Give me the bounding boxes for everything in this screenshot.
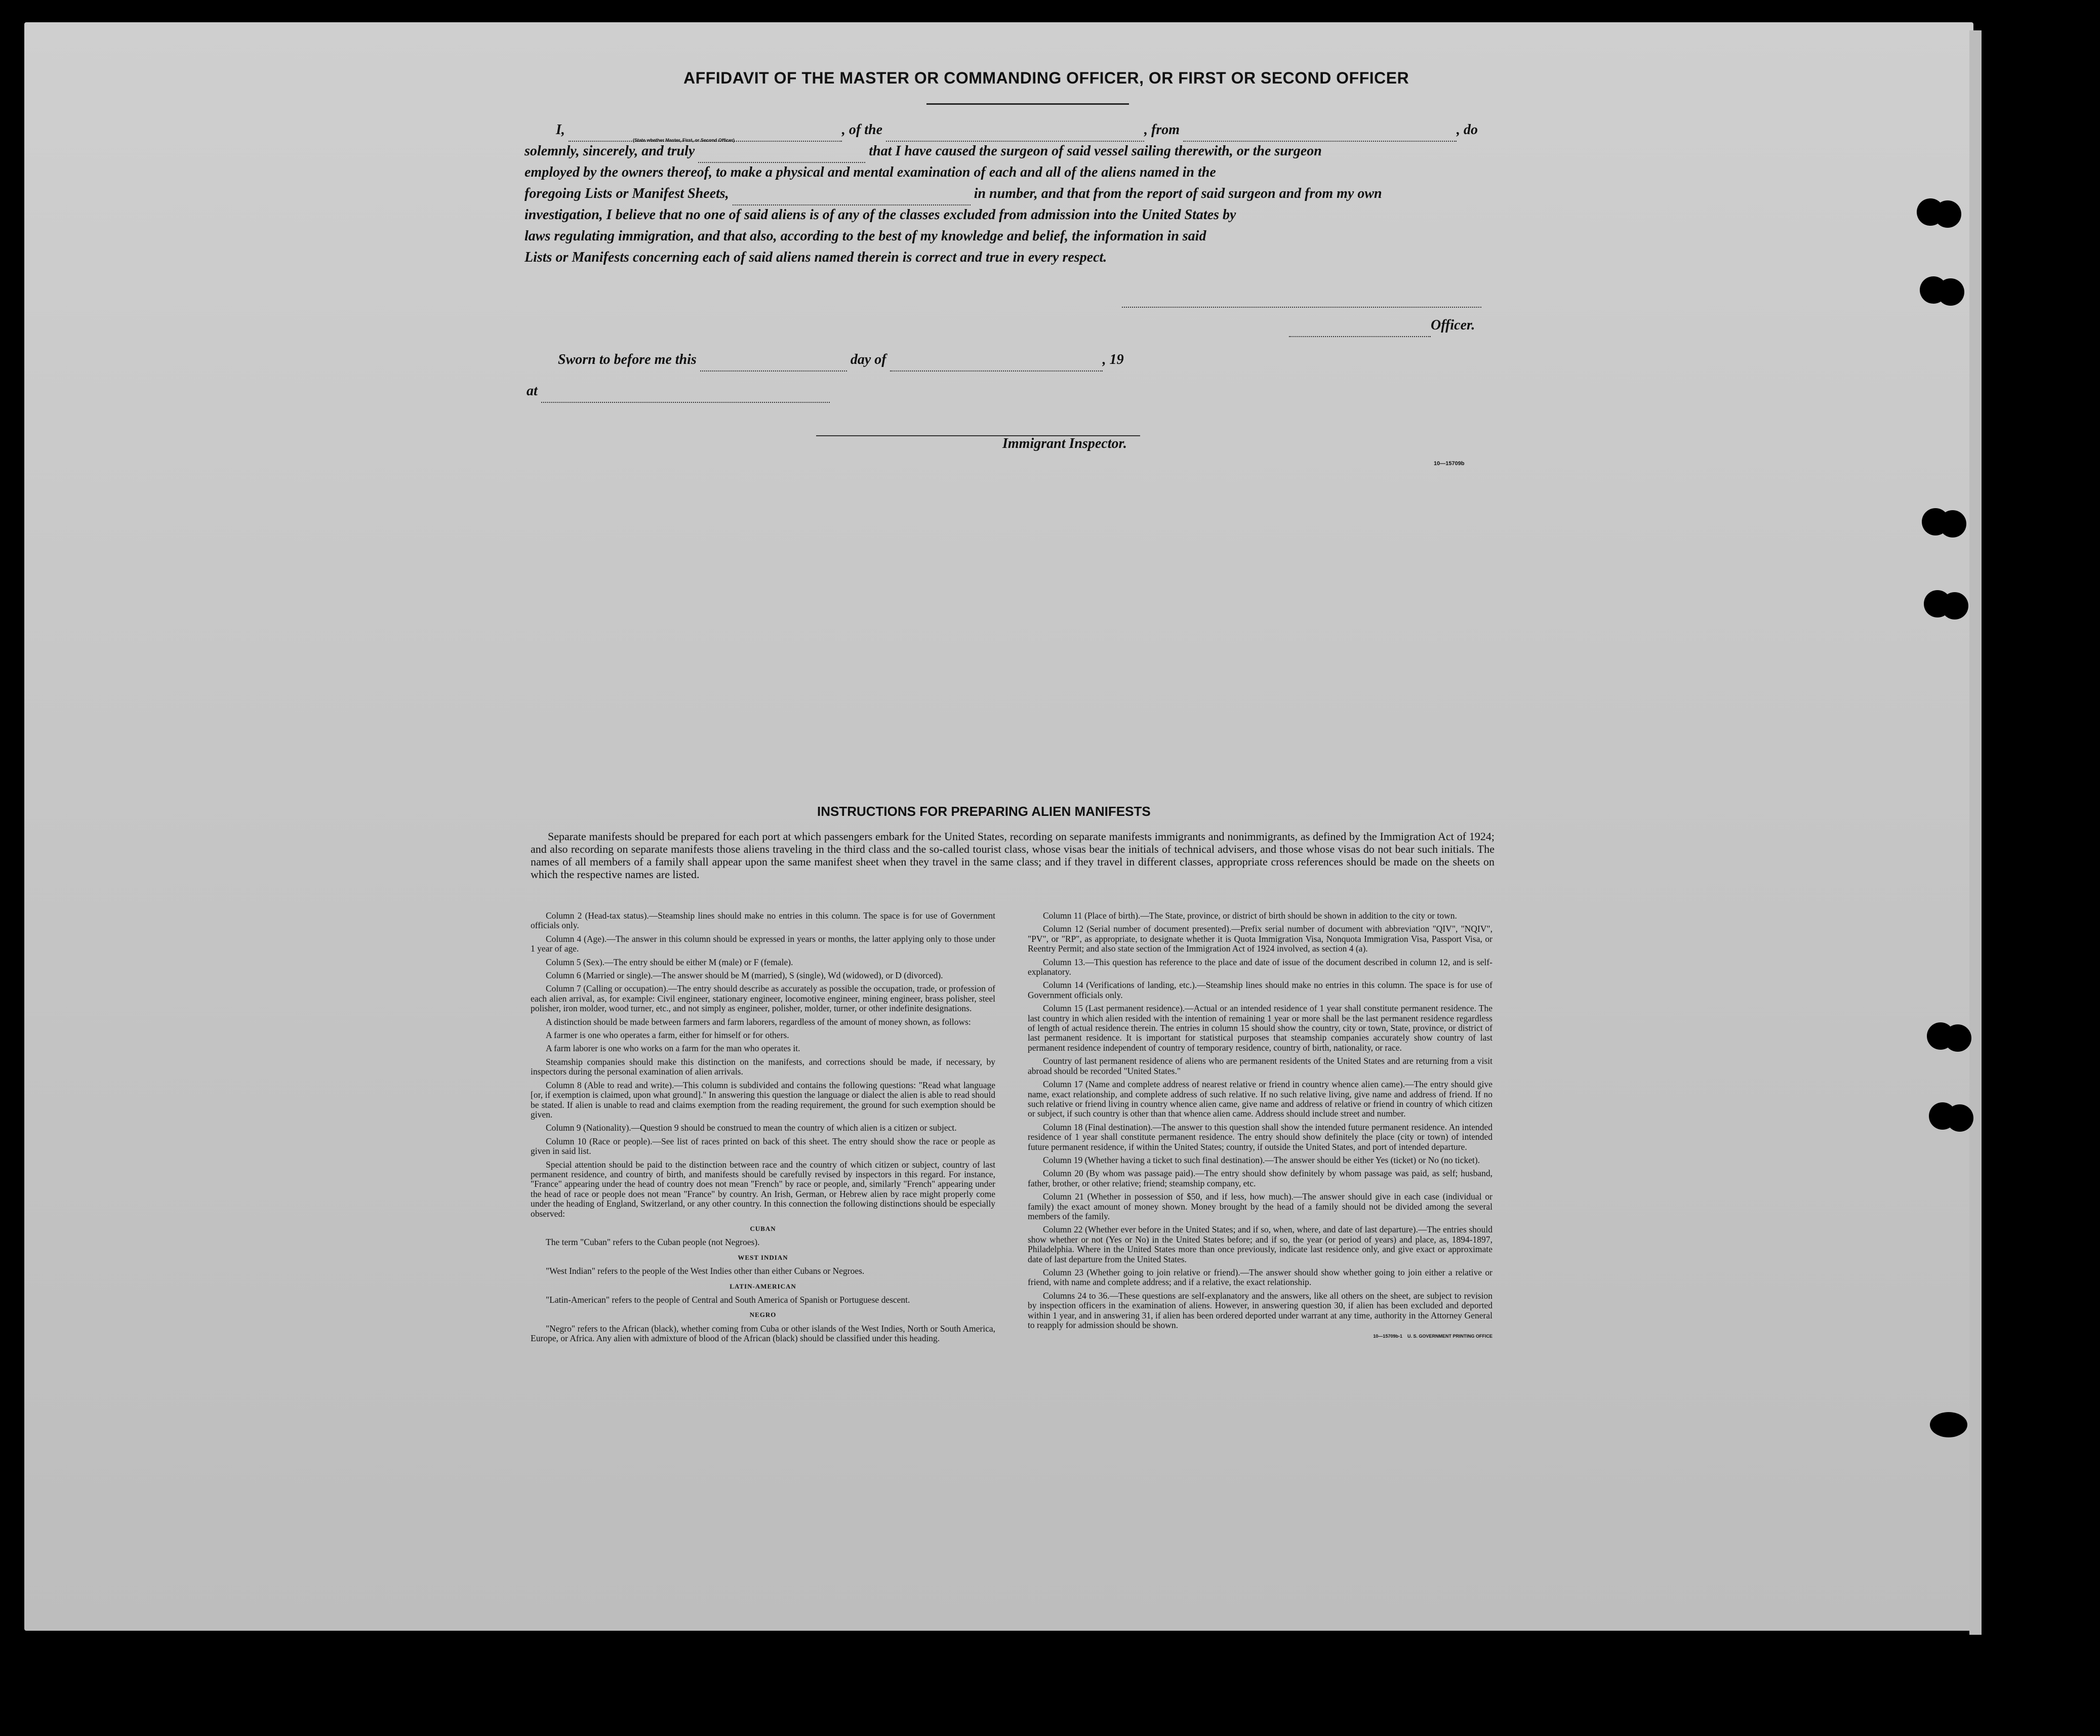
instruction-paragraph: Column 19 (Whether having a ticket to such final destination).—The answer should be either Yes (ticket) or No (no ticket). — [1043, 1154, 1480, 1165]
footer-form-number: 10—15709b-1 — [1373, 1334, 1402, 1339]
cuban-definition: The term "Cuban" refers to the Cuban people (not Negroes). — [546, 1237, 760, 1248]
instructions-intro: Separate manifests should be prepared for each port at which passengers embark for the United States, recording on separate manifests immigrants and nonimmigrants, as defined by the Immigration Act of 1924; and also recording on separate manifests those aliens traveling in the third class and the so-called tourist class, whose visas bear the initials of technical advisers, and those whose visas do not bear such initials. The names of all members of a family shall appear upon the same manifest sheet when they travel in the same class; and if they travel in different classes, appropriate cross references should be made on the sheets on which the respective names are listed. — [531, 830, 1495, 881]
instruction-paragraph: Column 8 (Able to read and write).—This column is subdivided and contains the following questions: "Read what language [or, if exemption is claimed, upon what ground]." In answering this question the language or dialect the alien is able to read should be stated. If alien is unable to read and claims exemption from the reading requirement, the ground for such exemption should be given. — [531, 1080, 995, 1120]
officer-rank-note: (State whether Master, First, or Second Officer) — [633, 138, 735, 143]
affidavit-title: AFFIDAVIT OF THE MASTER OR COMMANDING OFFICER, OR FIRST OR SECOND OFFICER — [683, 69, 1409, 87]
affidavit-line-4: foregoing Lists or Manifest Sheets, in number, and that from the report of said surgeon and from my own — [524, 183, 1382, 205]
sworn-line: Sworn to before me this day of , 19 — [558, 349, 1124, 371]
instruction-paragraph: Columns 24 to 36.—These questions are self-explanatory and the answers, like all others on the sheet, are subject to revision by inspection officers in the examination of aliens. However, in answering question 30, if alien has been excluded and deported within 1 year, and in answering 31, if alien has been ordered deported under warrant at any time, authority in the Attorney General to reapply for admission should be shown. — [1028, 1290, 1492, 1331]
latin-american-definition: "Latin-American" refers to the people of Central and South America of Spanish or Portuguese descent. — [546, 1295, 910, 1305]
instruction-paragraph: Column 17 (Name and complete address of nearest relative or friend in country whence alien came).—The entry should give name, exact relationship, and complete address of such relative. If no such relative living, give name and address of friend. If no such relative or friend living in country whence alien came, give name and address of relative or friend in country of which citizen or subject, if such country is other than that whence alien came. Address should include street and number. — [1028, 1079, 1492, 1119]
instruction-paragraph: Column 10 (Race or people).—See list of races printed on back of this sheet. The entry should show the race or people as given in said list. — [531, 1136, 995, 1156]
signature-line — [1122, 307, 1481, 308]
west-indian-definition: "West Indian" refers to the people of the West Indies other than either Cubans or Negroes. — [546, 1266, 865, 1276]
title-rule — [926, 103, 1129, 105]
instruction-paragraph: Column 13.—This question has reference to the place and date of issue of the document described in column 12, and is self-explanatory. — [1028, 957, 1492, 977]
page-edge — [1969, 30, 1982, 1635]
binder-hole — [1922, 508, 1966, 536]
instruction-paragraph: Column 6 (Married or single).—The answer should be M (married), S (single), Wd (widowed), or D (divorced). — [546, 970, 943, 981]
instruction-paragraph: Column 23 (Whether going to join relative or friend).—The answer should show whether going to join either a relative or friend, with name and complete address; and if a relative, the exact relationship. — [1028, 1267, 1492, 1288]
binder-hole — [1917, 198, 1961, 227]
instruction-paragraph: Column 20 (By whom was passage paid).—The entry should show definitely by whom passage was paid, as self; husband, father, brother, or other relative; friend; steamship company, etc. — [1028, 1168, 1492, 1188]
instruction-paragraph: Column 11 (Place of birth).—The State, province, or district of birth should be shown in addition to the city or town. — [1043, 911, 1457, 921]
affidavit-line-7: Lists or Manifests concerning each of said aliens named therein is correct and true in every respect. — [524, 250, 1107, 265]
binder-hole — [1929, 1102, 1973, 1131]
latin-american-heading: LATIN-AMERICAN — [730, 1282, 796, 1290]
officer-signature: Officer. — [1289, 315, 1475, 337]
instruction-paragraph: Column 18 (Final destination).—The answer to this question shall show the intended future permanent residence. An intended residence of 1 year shall constitute permanent residence. The entry should show definitely the place (city or town) of intended future permanent residence, if within the United States; country, if outside the United States, and port of intended departure. — [1028, 1122, 1492, 1152]
footer-printer: U. S. GOVERNMENT PRINTING OFFICE — [1407, 1334, 1492, 1339]
binder-hole — [1927, 1022, 1971, 1051]
binder-hole — [1924, 590, 1968, 618]
instruction-paragraph: Column 9 (Nationality).—Question 9 should be construed to mean the country of which alien is a citizen or subject. — [546, 1123, 957, 1133]
instruction-paragraph: A farmer is one who operates a farm, either for himself or for others. — [546, 1030, 789, 1041]
inspector-label: Immigrant Inspector. — [1002, 436, 1127, 451]
instructions-right-column — [1028, 911, 1492, 1342]
instruction-paragraph: Steamship companies should make this distinction on the manifests, and corrections should be made, if necessary, by inspectors during the personal examination of alien arrivals. — [531, 1056, 995, 1077]
affidavit-line-6: laws regulating immigration, and that also, according to the best of my knowledge and belief, the information in said — [524, 228, 1206, 244]
instruction-paragraph: Column 14 (Verifications of landing, etc.).—Steamship lines should make no entries in this column. The space is for use of Government officials only. — [1028, 980, 1492, 1000]
instruction-paragraph: Column 12 (Serial number of document presented).—Prefix serial number of document with abbreviation "QIV", "NQIV", "PV", or "RP", as appropriate, to designate whether it is Quota Immigration Visa, Nonquota Immigration Visa, Passport Visa, or Reentry Permit; and also state section of the Immigration Act of 1924 involved, as section 4 (a). — [1028, 924, 1492, 954]
instruction-paragraph: Column 21 (Whether in possession of $50, and if less, how much).—The answer should give in each case (individual or family) the exact amount of money shown. Money brought by the head of a family should not be divided among the several members of the family. — [1028, 1191, 1492, 1221]
instruction-paragraph: A distinction should be made between farmers and farm laborers, regardless of the amount of money shown, as follows: — [546, 1016, 971, 1027]
instructions-left-column — [531, 911, 995, 1347]
affidavit-line-1: I, , of the , from , do — [556, 119, 1478, 142]
west-indian-heading: WEST INDIAN — [738, 1253, 788, 1261]
cuban-heading: CUBAN — [750, 1224, 776, 1232]
negro-definition: "Negro" refers to the African (black), whether coming from Cuba or other islands of the West Indies, North or South America, Europe, or Africa. Any alien with admixture of blood of the African (black) should be classified under this heading. — [531, 1323, 995, 1344]
print-footer — [1028, 1332, 1492, 1341]
instructions-title: INSTRUCTIONS FOR PREPARING ALIEN MANIFESTS — [817, 804, 1151, 819]
affidavit-line-2: solemnly, sincerely, and truly that I have caused the surgeon of said vessel sailing therewith, or the surgeon — [524, 141, 1322, 163]
affidavit-line-5: investigation, I believe that no one of said aliens is of any of the classes excluded from admission into the United States by — [524, 207, 1236, 223]
negro-heading: NEGRO — [749, 1311, 777, 1319]
instruction-paragraph: Column 4 (Age).—The answer in this column should be expressed in years or months, the latter applying only to those under 1 year of age. — [531, 933, 995, 954]
affidavit-line-3: employed by the owners thereof, to make a physical and mental examination of each and all of the aliens named in the — [524, 164, 1216, 180]
instruction-paragraph: Column 5 (Sex).—The entry should be either M (male) or F (female). — [546, 957, 793, 967]
instruction-paragraph: Column 15 (Last permanent residence).—Actual or an intended residence of 1 year shall constitute permanent residence. The last country in which alien resided with the intention of remaining 1 year or more shall be the last permanent residence regardless of length of actual residence therein. The entries in column 15 should show the country, city or town, State, province, or district of last permanent residence. It is important for statistical purposes that steamship companies accurately show country of last permanent residence independent of country of temporary residence, country of birth, nationality, or race. — [1028, 1003, 1492, 1053]
binder-hole — [1920, 276, 1964, 305]
form-number: 10—15709b — [1434, 461, 1465, 467]
instruction-paragraph: Country of last permanent residence of aliens who are permanent residents of the United States and are returning from a visit abroad should be recorded "United States." — [1028, 1056, 1492, 1076]
instruction-paragraph: A farm laborer is one who works on a farm for the man who operates it. — [546, 1043, 800, 1054]
instruction-paragraph: Column 2 (Head-tax status).—Steamship lines should make no entries in this column. The space is for use of Government officials only. — [531, 911, 995, 931]
instruction-paragraph: Special attention should be paid to the distinction between race and the country of which citizen or subject, country of last permanent residence, and country of birth, and manifests should be carefully revised by inspectors in this regard. For instance, "France" appearing under the head of country does not mean "French" by race or people, and, similarly "French" appearing under the head of race or people does not mean "France" by country. An Irish, German, or Hebrew alien by race might properly come under the heading of England, Switzerland, or any other country. In this connection the following distinctions should be especially observed: — [531, 1159, 995, 1219]
instruction-paragraph: Column 7 (Calling or occupation).—The entry should describe as accurately as possible the occupation, trade, or profession of each alien arrival, as, for example: Civil engineer, stationary engineer, locomotive engineer, mining engineer, brass polisher, steel polisher, iron molder, wood turner, etc., and not simply as engineer, polisher, molder, turner, or other indefinite designations. — [531, 983, 995, 1014]
instruction-paragraph: Column 22 (Whether ever before in the United States; and if so, when, where, and date of last departure).—The entries should show whether or not (Yes or No) in the United States before; and if so, the year (or period of years) and place, as, 1894-1897, Philadelphia. Where in the United States more than once previously, indicate last residence only, and give exact or approximate date of last departure from the United States. — [1028, 1224, 1492, 1264]
binder-hole — [1930, 1412, 1967, 1437]
sworn-at-line: at — [527, 381, 830, 403]
